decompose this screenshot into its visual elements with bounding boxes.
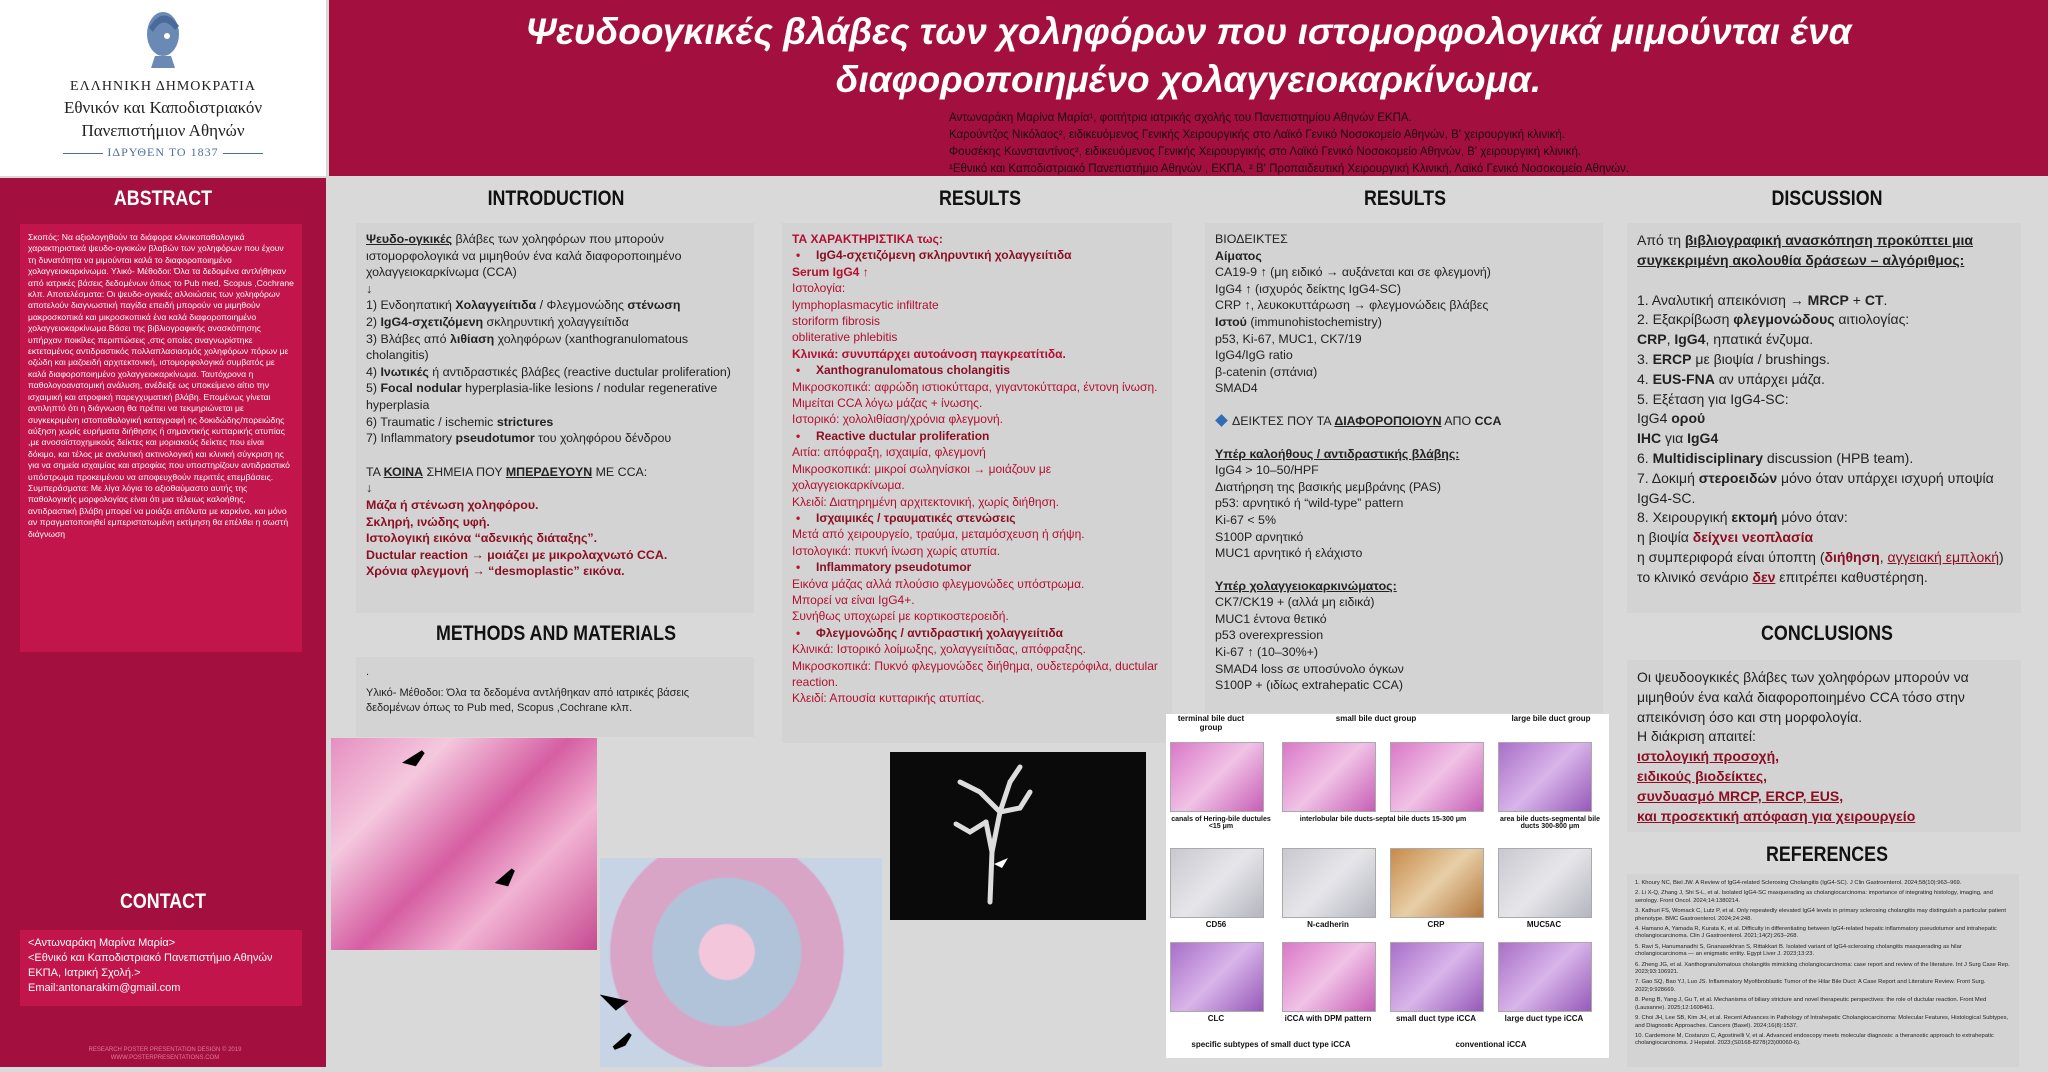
discussion-box xyxy=(1627,223,2021,613)
discussion-step xyxy=(1637,330,2011,350)
icca-classification-figure xyxy=(1166,714,1609,1058)
figure-tile xyxy=(1282,742,1376,812)
conclusions-text: Οι ψευδοογκικές βλάβες των χοληφόρων μπορούν να μιμηθούν ένα καλά διαφοροποιημένο CCA τόσο στην απεικόνιση όσο και στη μορφολογία. xyxy=(1637,669,1969,725)
contact-affiliation: <Εθνικό και Καποδιστριακό Πανεπιστήμιο Αθηνών ΕΚΠΑ, Ιατρική Σχολή.> xyxy=(28,952,273,979)
intro-item-text: / Φλεγμονώδης xyxy=(536,298,628,313)
results-line: Μετά από χειρουργείο, τραύμα, μεταμόσχευση ή σήψη. xyxy=(792,527,1085,542)
step-text: 1. Αναλυτική απεικόνιση → xyxy=(1637,291,1808,308)
contact-name: <Αντωναράκη Μαρίνα Μαρία> xyxy=(28,937,176,949)
intro-item xyxy=(366,430,744,447)
histology-image-he xyxy=(331,738,597,950)
poster-title xyxy=(329,8,2048,104)
histology-image-trichrome xyxy=(600,858,882,1067)
figure-tile xyxy=(1170,848,1264,918)
discussion-step xyxy=(1637,508,2011,528)
results-line: lymphoplasmacytic infiltrate xyxy=(792,297,939,312)
step-text: . xyxy=(1883,291,1888,308)
conclusion-item: και προσεκτική απόφαση για χειρουργείο xyxy=(1637,807,1916,824)
methods-dot: . xyxy=(366,666,370,678)
tissue-marker-item: IgG4/IgG ratio xyxy=(1215,348,1293,363)
reference-item: 10. Cardemone M, Costanzo C, Agostinelli V, et al. Advanced endoscopy meets molecular diagnosis: a theranostic approach to extrahepatic cholangiocarcinoma. J Hepatol. 2023;(S0168-8278(23)00060-6). xyxy=(1635,1032,1994,1047)
benign-marker-item: Διατήρηση της βασικής μεμβράνης (PAS) xyxy=(1215,479,1442,494)
step-text: μόνο όταν υπάρχει ισχυρή υποψία IgG4-SC. xyxy=(1637,469,1994,506)
reference-item: 1. Khoury NC, Biel JW. A Review of IgG4-related Sclerosing Cholangitis (IgG4-SC). J Clin Gastroenterol. 2024;58(10):963–969. xyxy=(1635,880,1962,886)
results-features-title: ΤΑ ΧΑΡΑΚΤΗΡΙΣΤΙΚΑ τως: xyxy=(792,232,943,246)
contact-heading: CONTACT xyxy=(120,890,206,913)
step-bold: EUS-FNA xyxy=(1652,370,1715,387)
results-line: • IgG4-σχετιζόμενη σκληρυντική χολαγγειίτιδα xyxy=(792,247,1162,263)
results-box-2 xyxy=(1205,223,1603,713)
abstract-text: Σκοπός: Να αξιολογηθούν τα διάφορα κλινικοπαθολογικά χαρακτηριστικά ψευδο-ογκικών βλαβών των χοληφόρων που έχουν τη δυνατότητα να μιμούνται καλά το διαφοροποιημένο χολαγγειοκαρκίνωμα. Υλικό- Μέθοδοι: Όλα τα δεδομένα αντλήθηκαν από ιατρικές βάσεις δεδομένων όπως το Pub med, Scopus ,Cochrane κλπ. Αποτελέσματα: Οι ψευδο-ογκικές αλλοιώσεις των χοληφόρων αποτελούν διαγνωστική παγίδα επειδή μπορούν να μιμηθούν μακροσκοπικά και μικροσκοπικά ένα καλά διαφοροποιημένο χολαγγειοκαρκίνωμα.Βάσει της βιβλιογραφικής ανασκόπησης υπήρχαν ποικίλες περιπτώσεις ,στις οποίες αναγνωρίστηκε εκτεταμένος αντιδραστικός πολλαπλασιασμός χοληφόρων πόρων με οζώδη και μαζοειδή αρχιτεκτονική, ιστομορφολογικά συμβατός με καλά διαφοροποιημένο χολαγγειοκαρκίνωμα. Ταυτόχρονα η παθολογοανατομική ανάλυση, ανέδειξε ως υποκείμενο αίτιο την ισχαιμική και ατροφική παρεγχυματική βλάβη. Επομένως γίνεται αντιληπτό ότι η διάγνωση θα πρέπει να τεκμηριώνεται με συγκεκριμένη ιστοπαθολογική καταγραφή ης δοκιδώδης/πορειώδης αύξηση χωρίς ευρήματα διήθησης ή σημαντικής κυτταρικής ατυπίας ,με ανοσοϊστοχημικούς δείκτες και μοριακούς δείκτες που είναι δόκιμο, και τέλος με αναλυτική ακτινολογική και κλινική σύγκριση ης για να σημεία ισχαιμίας και ατροφίας που υποστηρίζουν αντιδραστικό υπόστρωμα προκειμένου να αποφευχθούν περιττές επεμβάσεις. Συμπεράσματα: Με λίγα λόγια το αξιοθαύμαστο αυτής της παθολογικής μορφολογίας είναι ότι μια τέλειως καλοήθης, αντιδραστική βλάβη μπορεί να μοιάζει απόλυτα με καρκίνο, και μόνο αν πραγματοποιηθεί εμπεριστατωμένη εκτίμηση θα επέλθει η σωστή διάγνωση xyxy=(20,224,302,652)
results-line: • Inflammatory pseudotumor xyxy=(792,559,1162,575)
logo-line-university-2: Πανεπιστήμιον Αθηνών xyxy=(81,121,245,140)
intro-item-text: σκληρυντική χολαγγειίτιδα xyxy=(483,314,629,329)
figure-label: large duct type iCCA xyxy=(1504,1014,1584,1023)
figure-tile xyxy=(1498,848,1592,918)
blood-marker-item: IgG4 ↑ (ισχυρός δείκτης IgG4-SC) xyxy=(1215,281,1401,296)
malignant-marker-item: CK7/CK19 + (αλλά μη ειδικά) xyxy=(1215,595,1375,610)
common-point-item: Ductular reaction → μοιάζει με μικρολαχνωτό CCA. xyxy=(366,547,668,562)
step-bold: στεροειδών xyxy=(1698,469,1778,486)
intro-lead: Ψευδο-ογκικές βλάβες των χοληφόρων που μπορούν ιστομορφολογικά να μιμηθούν ένα καλά διαφοροποιημένο χολαγγειοκαρκίνωμα (CCA) xyxy=(366,232,682,280)
intro-item-text: 6) Traumatic / ischemic xyxy=(366,414,497,429)
differentiating-markers-title: ΔΕΙΚΤΕΣ ΠΟΥ ΤΑ ΔΙΑΦΟΡΟΠΟΙΟΥΝ ΑΠΟ CCA xyxy=(1215,413,1593,430)
intro-item-bold: λιθίαση xyxy=(450,331,495,346)
figure-label: large bile duct group xyxy=(1511,714,1591,723)
figure-tile xyxy=(1390,848,1484,918)
references-box xyxy=(1627,874,2019,1067)
reference-item: 9. Choi JH, Lee SB, Kim JH, et al. Recent Advances in Pathology of Intrahepatic Cholangiocarcinoma: Molecular Features, Histological Subtypes, and Diagnostic Approaches. Cancers (Basel). 2024;16(8):1537. xyxy=(1635,1015,2009,1029)
results-line: • Reactive ductular proliferation xyxy=(792,428,1162,444)
benign-marker-item: Ki-67 < 5% xyxy=(1215,512,1276,527)
authors-block xyxy=(949,110,2039,178)
figure-label: CRP xyxy=(1427,920,1445,929)
figure-label: area bile ducts-segmental bile ducts 300-800 μm xyxy=(1500,816,1600,830)
discussion-step xyxy=(1637,449,2011,469)
intro-item xyxy=(366,414,744,431)
results-line: • Φλεγμονώδης / αντιδραστική χολαγγειίτιδα xyxy=(792,625,1162,641)
figure-label: interlobular bile ducts-septal bile ducts 15-300 μm xyxy=(1299,816,1467,823)
common-point-item: Μάζα ή στένωση χοληφόρου. xyxy=(366,497,539,512)
results-line: Μπορεί να είναι IgG4+. xyxy=(792,592,915,607)
discussion-step xyxy=(1637,291,2011,311)
step-text: αιτιολογίας: xyxy=(1834,311,1910,328)
intro-item-text: ή αντιδραστικές βλάβες (reactive ductular proliferation) xyxy=(428,364,731,379)
title-line-2: διαφοροποιημένο χολαγγειοκαρκίνωμα. xyxy=(835,59,1542,100)
step-text: αν υπάρχει μάζα. xyxy=(1714,370,1825,387)
figure-label: canals of Hering-bile ductules <15 μm xyxy=(1171,816,1271,830)
methods-text: Υλικό- Μέθοδοι: Όλα τα δεδομένα αντλήθηκαν από ιατρικές βάσεις δεδομένων όπως το Pub med, Scopus ,Cochrane κλπ. xyxy=(366,687,690,714)
benign-marker-item: MUC1 αρνητικό ή ελάχιστο xyxy=(1215,546,1363,561)
malignant-marker-item: MUC1 έντονα θετικό xyxy=(1215,611,1327,626)
figure-tile xyxy=(1282,848,1376,918)
conclusions-heading: CONCLUSIONS xyxy=(1761,622,1893,645)
athena-crest-icon xyxy=(141,8,185,70)
arrow-down: ↓ xyxy=(366,481,373,496)
author-line: Καρούντζος Νικόλαος², ειδικευόμενος Γενικής Χειρουργικής στο Λαϊκό Γενικό Νοσοκομείο Αθηνών, Β' χειρουργική κλινική. xyxy=(949,129,1565,141)
results-line: • Xanthogranulomatous cholangitis xyxy=(792,362,1162,378)
arrow-markers xyxy=(331,738,597,950)
poster-header xyxy=(329,0,2048,176)
benign-marker-item: IgG4 > 10–50/HPF xyxy=(1215,463,1319,478)
tissue-markers-list xyxy=(1215,331,1593,397)
malignant-marker-item: SMAD4 loss σε υποσύνολο όγκων xyxy=(1215,661,1404,676)
logo-founded-text: ΙΔΡΥΘΕΝ ΤΟ 1837 xyxy=(107,145,219,159)
contact-box xyxy=(20,930,302,1006)
methods-heading: METHODS AND MATERIALS xyxy=(436,622,676,645)
intro-item-bold: Χολαγγειίτιδα xyxy=(455,298,537,313)
discussion-step xyxy=(1637,469,2011,509)
step-bold: CT xyxy=(1864,291,1884,308)
results-line: storiform fibrosis xyxy=(792,314,881,329)
reference-item: 7. Gao SQ, Bao YJ, Luo JS. Inflammatory Myofibroblastic Tumor of the Hilar Bile Duct: A Case Report and Literature Review. Front Surg. 2022;9:928669. xyxy=(1635,979,1986,993)
figure-label: small bile duct group xyxy=(1335,714,1417,723)
tissue-title: Ιστού (immunohistochemistry) xyxy=(1215,314,1382,329)
step-bold: εκτομή xyxy=(1731,509,1778,526)
results-line: Ιστορικό: χολολιθίαση/χρόνια φλεγμονή. xyxy=(792,412,1003,427)
author-line: Φουσέκης Κωνσταντίνος², ειδικευόμενος Γενικής Χειρουργικής στο Λαϊκό Γενικό Νοσοκομείο Αθηνών, Β' χειρουργική κλινική. xyxy=(949,146,1582,158)
figure-label: iCCA with DPM pattern xyxy=(1284,1014,1372,1023)
step-text: 3. xyxy=(1637,350,1653,367)
arrow-markers xyxy=(600,858,882,1067)
intro-item-text: 1) Ενδοηπατική xyxy=(366,298,456,313)
intro-item-text: 3) Βλάβες από xyxy=(366,331,451,346)
markers-title: ΒΙΟΔΕΙΚΤΕΣ xyxy=(1215,232,1288,246)
title-line-1: Ψευδοογκικές βλάβες των χοληφόρων που ιστομορφολογικά μιμούνται ένα xyxy=(525,11,1852,52)
step-text: 6. xyxy=(1637,449,1653,466)
logo-line-republic: ΕΛΛΗΝΙΚΗ ΔΗΜΟΚΡΑΤΙΑ xyxy=(70,79,256,94)
cholangiogram-image xyxy=(890,752,1146,920)
results-line: Serum IgG4 ↑ xyxy=(792,264,869,279)
figure-tile xyxy=(1170,742,1264,812)
intro-item-text: 2) xyxy=(366,314,381,329)
malignant-markers-list xyxy=(1215,594,1593,694)
intro-item-text: hyperplasia-like lesions / nodular regenerative hyperplasia xyxy=(366,381,718,412)
intro-item xyxy=(366,314,744,331)
abstract-heading: ABSTRACT xyxy=(113,187,213,210)
intro-item-bold: IgG4-σχετιζόμενη xyxy=(380,314,484,329)
step-text: 8. Χειρουργική xyxy=(1637,509,1732,526)
introduction-box xyxy=(356,223,754,613)
contact-email[interactable]: Email:antonarakim@gmail.com xyxy=(28,982,181,994)
discussion-intro: Από τη βιβλιογραφική ανασκόπηση προκύπτει μια συγκεκριμένη ακολουθία δράσεων – αλγόριθμος: xyxy=(1637,232,1974,268)
results-heading-1: RESULTS xyxy=(939,187,1021,210)
results-features-list xyxy=(792,247,1162,706)
figure-label: CLC xyxy=(1207,1014,1225,1023)
references-list xyxy=(1635,880,2011,1048)
reference-item: 3. Kathuri FS, Womack C, Lutz P, et al. Only repeatedly elevated IgG4 levels in primary sclerosing cholangitis may distinguish a particular patient phenotype. BMC Gastroenterol. 2024;24:248. xyxy=(1635,908,2006,922)
step-text: με βιοψία / brushings. xyxy=(1691,350,1830,367)
figure-tile xyxy=(1498,742,1592,812)
figure-tile xyxy=(1390,942,1484,1012)
results-line: Συνήθως υποχωρεί με κορτικοστεροειδή. xyxy=(792,609,1009,624)
malignant-marker-item: S100P + (ιδίως extrahepatic CCA) xyxy=(1215,678,1403,693)
blood-title: Αίματος xyxy=(1215,248,1262,263)
benign-markers-list xyxy=(1215,462,1593,562)
reference-item: 5. Ravi S, Hanumanadhi S, Gnanasekhran S, Rittakkari B. Isolated variant of IgG4-sclerosing cholangitis masquerading as hilar cholangiocarcinoma — an enigmatic entity. Egypt Liver J. 2023;13:23. xyxy=(1635,943,1962,958)
tissue-marker-item: β-catenin (σπάνια) xyxy=(1215,364,1318,379)
step-bold: IHC xyxy=(1637,430,1662,447)
step-text: + xyxy=(1848,291,1865,308)
intro-item xyxy=(366,364,744,381)
figure-label: small duct type iCCA xyxy=(1395,1014,1476,1023)
step-text: , xyxy=(1666,331,1675,348)
results-line: Εικόνα μάζας αλλά πλούσιο φλεγμονώδες υπόστρωμα. xyxy=(792,576,1085,591)
intro-item-bold: Focal nodular xyxy=(380,381,462,396)
common-points-list xyxy=(366,497,744,580)
footer-note: RESEARCH POSTER PRESENTATION DESIGN © 2019 WWW.POSTERPRESENTATIONS.COM xyxy=(88,1047,242,1061)
figure-label: MUC5AC xyxy=(1526,920,1562,929)
discussion-step xyxy=(1637,310,2011,330)
discussion-step xyxy=(1637,370,2011,390)
conclusions-box xyxy=(1627,660,2021,832)
conclusion-item: ιστολογική προσοχή, xyxy=(1637,748,1780,765)
blood-marker-item: CA19-9 ↑ (μη ειδικό → αυξάνεται και σε φλεγμονή) xyxy=(1215,265,1491,280)
intro-item xyxy=(366,297,744,314)
step-text: 7. Δοκιμή xyxy=(1637,469,1699,486)
figure-label: CD56 xyxy=(1205,920,1227,929)
malignant-marker-item: Ki-67 ↑ (10–30%+) xyxy=(1215,645,1318,660)
results-line: obliterative phlebitis xyxy=(792,330,898,345)
results-line: Κλειδί: Διατηρημένη αρχιτεκτονική, χωρίς διήθηση. xyxy=(792,494,1059,509)
affiliation-line: ¹Εθνικό και Καποδιστριακό Πανεπιστήμιο Αθηνών , ΕΚΠΑ, ² Β' Προπαιδευτική Χειρουργική Κλινική, Λαϊκό Γενικό Νοσοκομείο Αθηνών. xyxy=(949,163,1630,175)
reference-item: 6. Zheng JG, et al. Xanthogranulomatous cholangitis mimicking cholangiocarcinoma: case report and review of the literature. Int J Surg Case Rep. 2023;93:106921. xyxy=(1635,961,2010,976)
intro-item xyxy=(366,331,744,364)
step-text: 2. Εξακρίβωση xyxy=(1637,311,1734,328)
discussion-step xyxy=(1637,409,2011,429)
arrow-down: ↓ xyxy=(366,281,373,296)
discussion-step xyxy=(1637,429,2011,449)
results-line: Κλειδί: Απουσία κυτταρικής ατυπίας. xyxy=(792,691,985,706)
intro-item-text: του χοληφόρου δένδρου xyxy=(534,431,672,446)
introduction-heading: INTRODUCTION xyxy=(487,187,625,210)
results-line: Ιστολογία: xyxy=(792,281,846,296)
figure-label: specific subtypes of small duct type iCCA xyxy=(1191,1040,1351,1049)
intro-item-bold: strictures xyxy=(496,414,554,429)
tissue-marker-item: p53, Ki-67, MUC1, CK7/19 xyxy=(1215,331,1362,346)
results-line: Κλινικά: Ιστορικό λοίμωξης, χολαγγειίτιδας, απόφραξης. xyxy=(792,642,1087,657)
diamond-icon xyxy=(1215,414,1228,427)
tissue-marker-item: SMAD4 xyxy=(1215,381,1258,396)
common-point-item: Σκληρή, ινώδης υφή. xyxy=(366,514,490,529)
step-text: IgG4 xyxy=(1637,410,1672,427)
step-bold: φλεγμονώδους xyxy=(1733,311,1835,328)
cholangiogram-drawing xyxy=(890,752,1146,920)
benign-title: Υπέρ καλοήθους / αντιδραστικής βλάβης: xyxy=(1215,446,1460,461)
logo-line-founded xyxy=(0,145,326,160)
step-text: , ηπατικά ένζυμα. xyxy=(1705,331,1814,348)
benign-marker-item: S100P αρνητικό xyxy=(1215,529,1304,544)
step-bold: Multidisciplinary xyxy=(1652,449,1764,466)
logo-line-university-1: Εθνικόν και Καποδιστριακόν xyxy=(63,98,263,117)
intro-item-text: 4) xyxy=(366,364,381,379)
results-line: Ιστολογικά: πυκνή ίνωση χωρίς ατυπία. xyxy=(792,543,1001,558)
common-points-title: ΤΑ ΚΟΙΝΑ ΣΗΜΕΙΑ ΠΟΥ ΜΠΕΡΔΕΥΟΥΝ ΜΕ CCA: xyxy=(366,464,648,479)
results-line: Μικροσκοπικά: Πυκνό φλεγμονώδες διήθημα, ουδετερόφιλα, ductular reaction. xyxy=(792,658,1158,689)
malignant-title: Υπέρ χολαγγειοκαρκινώματος: xyxy=(1215,578,1397,593)
conclusion-item: ειδικούς βιοδείκτες, xyxy=(1637,767,1768,784)
step-text: μόνο όταν: xyxy=(1777,509,1848,526)
figure-label: terminal bile duct group xyxy=(1177,714,1245,732)
results-box-1 xyxy=(782,223,1172,743)
discussion-heading: DISCUSSION xyxy=(1771,187,1883,210)
author-line: Αντωναράκη Μαρίνα Μαρία¹, φοιτήτρια ιατρικής σχολής του Πανεπιστημίου Αθηνών ΕΚΠΑ. xyxy=(949,112,1412,124)
reference-item: 2. Li X-Q, Zhang J, Shi S-L, et al. Isolated IgG4-SC masquerading as cholangiocarcinoma: importance of integrating histology, imaging, and serology. Front Oncol. 2024;14:1380214. xyxy=(1635,890,1993,904)
conclusions-list xyxy=(1637,747,2011,826)
results-line: Κλινικά: συνυπάρχει αυτοάνοση παγκρεατίτιδα. xyxy=(792,346,1066,361)
conclusion-item: συνδυασμό MRCP, ERCP, EUS, xyxy=(1637,787,1844,804)
intro-item-text: 7) Inflammatory xyxy=(366,431,456,446)
discussion-condition-3: το κλινικό σενάριο δεν επιτρέπει καθυστέρηση. xyxy=(1637,568,1928,585)
figure-tile xyxy=(1170,942,1264,1012)
blood-markers-list xyxy=(1215,264,1593,314)
step-bold: ERCP xyxy=(1652,350,1692,367)
references-heading: REFERENCES xyxy=(1765,843,1889,866)
discussion-step xyxy=(1637,350,2011,370)
figure-tile xyxy=(1498,942,1592,1012)
results-heading-2: RESULTS xyxy=(1364,187,1446,210)
step-bold: CRP xyxy=(1637,331,1667,348)
step-text: discussion (HPB team). xyxy=(1763,449,1914,466)
intro-item-bold: pseudotumor xyxy=(455,431,535,446)
intro-item-text: 5) xyxy=(366,381,381,396)
step-bold: MRCP xyxy=(1807,291,1849,308)
figure-tile xyxy=(1390,742,1484,812)
step-bold: IgG4 xyxy=(1687,430,1719,447)
figure-label: N-cadherin xyxy=(1307,920,1349,929)
step-bold: ορού xyxy=(1671,410,1706,427)
figure-tile xyxy=(1282,942,1376,1012)
university-logo-panel xyxy=(0,0,326,176)
discussion-steps xyxy=(1637,291,2011,529)
intro-item xyxy=(366,380,744,413)
reference-item: 8. Peng B, Yang J, Gu T, et al. Mechanisms of biliary stricture and novel therapeutic perspectives: the role of ductular reaction. Front Med (Lausanne). 2025;12:1608461. xyxy=(1635,997,1987,1011)
discussion-step xyxy=(1637,390,2011,410)
benign-marker-item: p53: αρνητικό ή “wild-type” pattern xyxy=(1215,496,1404,511)
step-text: 4. xyxy=(1637,370,1653,387)
discussion-condition-1: η βιοψία δείχνει νεοπλασία xyxy=(1637,529,1814,546)
intro-item-bold: Ινωτικές xyxy=(380,364,429,379)
results-line: Μικροσκοπικά: μικροί σωληνίσκοι → μοιάζουν με χολαγγειοκαρκίνωμα. xyxy=(792,461,1052,493)
results-line: • Ισχαιμικές / τραυματικές στενώσεις xyxy=(792,510,1162,526)
methods-box xyxy=(356,657,754,737)
conclusions-requirement: Η διάκριση απαιτεί: xyxy=(1637,728,1756,745)
figure-label: conventional iCCA xyxy=(1455,1040,1527,1049)
intro-item-bold: στένωση xyxy=(627,298,681,313)
intro-list xyxy=(366,297,744,446)
reference-item: 4. Hamano A, Yamada R, Kurata K, et al. Difficulty in differentiating between IgG4-related hepatic inflammatory pseudotumor and intrahepatic cholangiocarcinoma. Clin J Gastroenterol. 2021;14(2):263–268. xyxy=(1635,926,1997,940)
malignant-marker-item: p53 overexpression xyxy=(1215,628,1324,643)
discussion-condition-2: η συμπεριφορά είναι ύποπτη (διήθηση, αγγειακή εμπλοκή) xyxy=(1637,548,2004,565)
step-text: 5. Εξέταση για IgG4-SC: xyxy=(1637,390,1789,407)
step-bold: IgG4 xyxy=(1674,331,1706,348)
step-text: για xyxy=(1661,430,1688,447)
blood-marker-item: CRP ↑, λευκοκυττάρωση → φλεγμονώδεις βλάβες xyxy=(1215,298,1489,313)
common-point-item: Χρόνια φλεγμονή → “desmoplastic” εικόνα. xyxy=(366,564,625,579)
results-line: Μιμείται CCA λόγω μάζας + ίνωσης. xyxy=(792,396,983,411)
results-line: Μικροσκοπικά: αφρώδη ιστιοκύτταρα, γιγαντοκύτταρα, έντονη ίνωση. xyxy=(792,379,1158,394)
common-point-item: Ιστολογική εικόνα “αδενικής διάταξης”. xyxy=(366,531,598,546)
results-line: Αιτία: απόφραξη, ισχαιμία, φλεγμονή xyxy=(792,445,986,460)
intro-item-text: χοληφόρων (xanthogranulomatous cholangitis) xyxy=(366,331,689,363)
